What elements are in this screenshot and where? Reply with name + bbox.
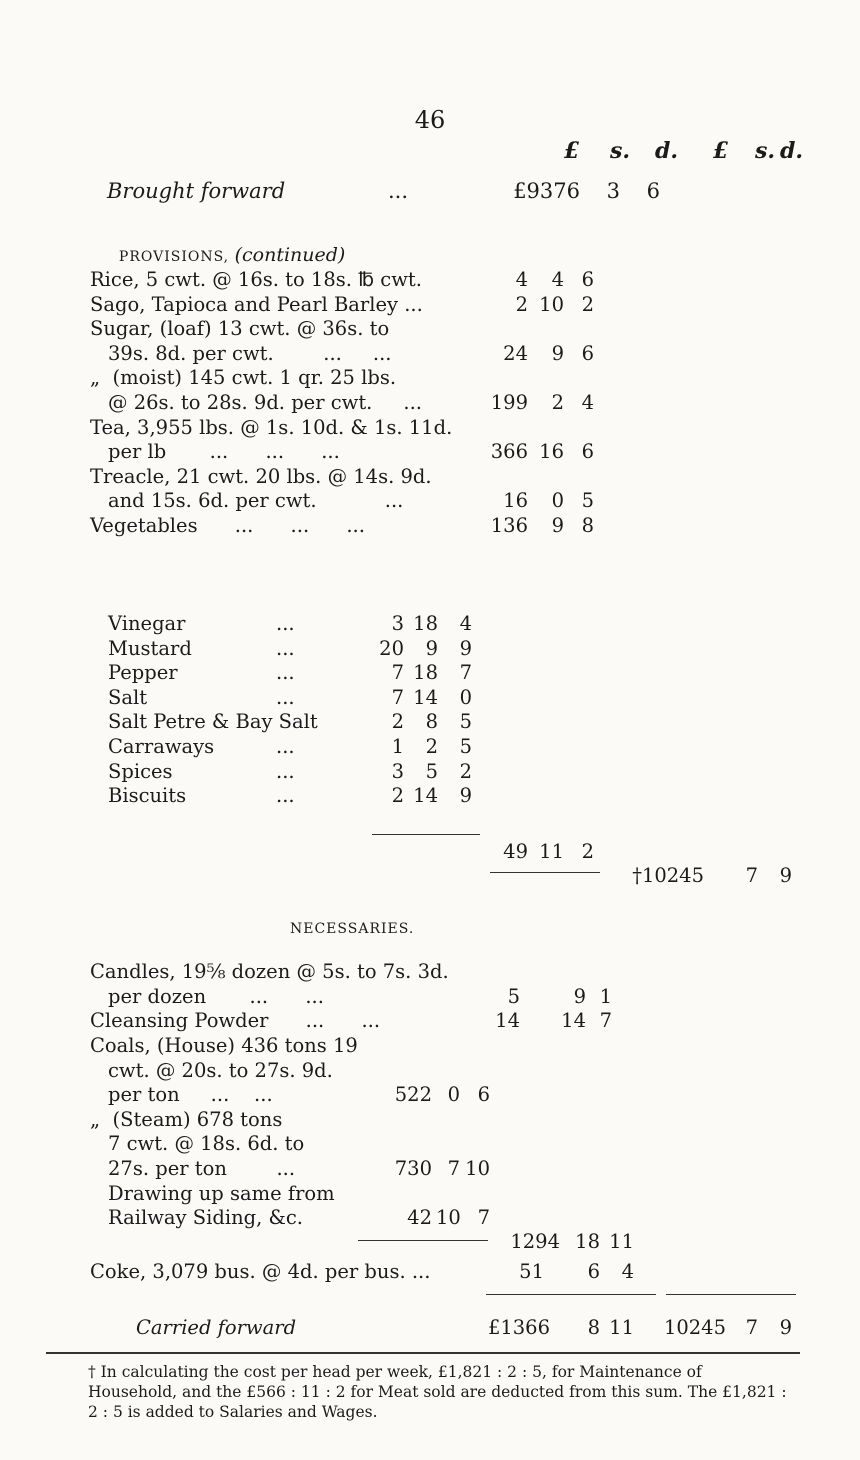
sub-item-pence: 4	[459, 612, 472, 635]
sub-item-pence: 5	[459, 735, 472, 758]
provision-row-pence: 2	[581, 292, 594, 316]
necessary-row-pounds: 5	[507, 984, 520, 1008]
sub-item-dots: ...	[276, 636, 295, 660]
coals-total-shillings: 18	[575, 1230, 600, 1253]
col1-pounds-header: £	[564, 138, 580, 164]
necessary-row-label: Cleansing Powder ... ...	[90, 1009, 381, 1033]
sub-item-dots: ...	[276, 685, 295, 709]
sub-item-pounds: 2	[391, 710, 404, 734]
sub-item-label: Biscuits	[108, 784, 187, 808]
provisions-subtotal-shillings: 11	[539, 840, 564, 863]
provisions-total-pounds: †10245	[632, 864, 704, 887]
provision-row-shillings: 0	[551, 489, 564, 513]
carried-forward-shillings-2: 7	[745, 1316, 758, 1339]
provision-row-shillings: 2	[551, 391, 564, 414]
provision-row-label: „ (moist) 145 cwt. 1 qr. 25 lbs.	[90, 366, 397, 390]
sub-item-label: Vinegar	[108, 612, 186, 635]
sub-item-shillings: 9	[425, 636, 438, 660]
sub-item-shillings: 2	[425, 735, 438, 758]
sub-item-dots: ...	[276, 661, 295, 685]
sub-item-label: Spices	[108, 759, 173, 783]
sub-item-shillings: 8	[425, 710, 438, 734]
provisions-heading: PROVISIONS, (continued)	[118, 244, 346, 266]
necessary-row-label: per dozen ... ...	[108, 984, 324, 1008]
carried-forward-label: Carried forward	[136, 1316, 297, 1339]
coal-row-label: Coals, (House) 436 tons 19	[90, 1034, 358, 1057]
carried-rule-1	[486, 1294, 656, 1295]
coal-row-label: 7 cwt. @ 18s. 6d. to	[108, 1132, 305, 1156]
provision-row-label: Sugar, (loaf) 13 cwt. @ 36s. to	[90, 317, 390, 341]
sub-item-dots: ...	[276, 612, 295, 635]
necessary-row-shillings: 14	[561, 1009, 586, 1033]
sub-item-pounds: 20	[379, 636, 404, 660]
provision-row-label: Tea, 3,955 lbs. @ 1s. 10d. & 1s. 11d.	[90, 415, 453, 439]
col1-pence-header: d.	[655, 138, 679, 164]
brought-forward-label: Brought forward	[107, 179, 286, 203]
sub-item-label: Mustard	[108, 636, 192, 660]
sub-item-shillings: 18	[413, 661, 438, 685]
coals-rule	[358, 1240, 488, 1241]
col1-shillings-header: s.	[610, 138, 631, 164]
provision-row-pounds: 16	[503, 489, 528, 513]
sub-item-label: Pepper	[108, 661, 178, 685]
sub-items-rule	[372, 834, 480, 835]
brought-forward-shillings: 3	[606, 179, 620, 203]
coals-total-pounds: 1294	[510, 1230, 560, 1253]
footnote-rule	[46, 1352, 800, 1354]
provision-row-label: @ 26s. to 28s. 9d. per cwt. ...	[108, 391, 422, 414]
provision-row-shillings: 10	[539, 292, 564, 316]
col2-shillings-header: s.	[755, 138, 776, 164]
provision-row-pence: 6	[581, 341, 594, 365]
provision-row-pence: 6	[581, 440, 594, 464]
provision-row-label: Treacle, 21 cwt. 20 lbs. @ 14s. 9d.	[90, 464, 432, 488]
coal-row-label: 27s. per ton ...	[108, 1157, 296, 1180]
provisions-subtotal-pence: 2	[581, 840, 594, 863]
coal-row-shillings: 0	[447, 1083, 460, 1107]
coke-label: Coke, 3,079 bus. @ 4d. per bus. ...	[90, 1260, 431, 1283]
provision-row-shillings: 9	[551, 514, 564, 537]
coal-row-label: Railway Siding, &c.	[108, 1206, 303, 1230]
page-number: 46	[414, 106, 446, 134]
coke-pence: 4	[621, 1260, 634, 1283]
footnote: † In calculating the cost per head per week, £1,821 : 2 : 5, for Maintenance of Household, and the £566 : 11 : 2 for Meat sold are deducted from this sum. The £1,821 : 2 : 5 is added to Salaries and Wages.	[88, 1363, 787, 1421]
provision-row-pounds: 136	[490, 514, 528, 537]
sub-item-label: Salt	[108, 685, 148, 709]
sub-item-pounds: 1	[391, 735, 404, 758]
provision-row-label: and 15s. 6d. per cwt. ...	[108, 489, 404, 513]
necessary-row-shillings: 9	[573, 984, 586, 1008]
brought-forward-dots: ...	[388, 179, 409, 203]
sub-item-pounds: 2	[391, 784, 404, 808]
brought-forward-pence: 6	[646, 179, 660, 203]
necessary-row-pounds: 14	[495, 1009, 520, 1033]
provision-row-pence: 6	[581, 268, 594, 291]
sub-item-pence: 9	[459, 636, 472, 660]
provision-row-label: Sago, Tapioca and Pearl Barley ...	[90, 292, 423, 316]
carried-rule-2	[666, 1294, 796, 1295]
necessary-row-pence: 1	[599, 984, 612, 1008]
sub-item-pence: 0	[459, 685, 472, 709]
provision-row-pounds: 2	[515, 292, 528, 316]
provisions-subtotal-pounds: 49	[503, 840, 528, 863]
coal-row-pounds: 522	[394, 1083, 432, 1107]
sub-item-pounds: 7	[391, 685, 404, 709]
sub-item-pence: 9	[459, 784, 472, 808]
provision-row-label: 39s. 8d. per cwt. ... ...	[108, 341, 392, 365]
coal-row-label: cwt. @ 20s. to 27s. 9d.	[108, 1058, 333, 1082]
provisions-total-shillings: 7	[745, 864, 758, 887]
sub-item-pence: 5	[459, 710, 472, 734]
sub-item-pounds: 3	[391, 612, 404, 635]
sub-item-dots: ...	[276, 735, 295, 758]
brought-forward-pounds: £9376	[513, 179, 580, 203]
sub-item-label: Salt Petre & Bay Salt	[108, 710, 318, 734]
provisions-total-pence: 9	[779, 864, 792, 887]
provision-row-pence: 8	[581, 514, 594, 537]
carried-forward-shillings: 8	[587, 1316, 600, 1339]
provision-row-pounds: 366	[490, 440, 528, 464]
provisions-rule	[490, 872, 600, 873]
coal-row-pence: 7	[477, 1206, 490, 1230]
coal-row-pounds: 42	[407, 1206, 432, 1230]
provision-row-label: Rice, 5 cwt. @ 16s. to 18s. ℔ cwt.	[90, 268, 422, 291]
sub-item-pence: 7	[459, 661, 472, 685]
necessary-row-label: Candles, 19⅝ dozen @ 5s. to 7s. 3d.	[90, 960, 449, 983]
provision-row-label: per lb ... ... ...	[108, 440, 340, 464]
provision-row-shillings: 16	[539, 440, 564, 464]
sub-item-shillings: 14	[413, 685, 438, 709]
col2-pence-header: d.	[780, 138, 804, 164]
coal-row-shillings: 7	[447, 1157, 460, 1180]
sub-item-label: Carraways	[108, 735, 215, 758]
sub-item-pence: 2	[459, 759, 472, 783]
carried-forward-pounds: £1366	[487, 1316, 550, 1339]
coke-pounds: 51	[519, 1260, 544, 1283]
carried-forward-pounds-2: 10245	[663, 1316, 726, 1339]
provision-row-label: Vegetables ... ... ...	[90, 514, 365, 537]
sub-item-dots: ...	[276, 784, 295, 808]
coals-total-pence: 11	[609, 1230, 634, 1253]
coal-row-label: „ (Steam) 678 tons	[90, 1107, 283, 1131]
coal-row-pounds: 730	[394, 1157, 432, 1180]
col2-pounds-header: £	[713, 138, 729, 164]
coal-row-pence: 6	[477, 1083, 490, 1107]
sub-item-shillings: 5	[425, 759, 438, 783]
sub-item-pounds: 7	[391, 661, 404, 685]
sub-item-dots: ...	[276, 759, 295, 783]
necessary-row-pence: 7	[599, 1009, 612, 1033]
provision-row-pounds: 4	[515, 268, 528, 291]
carried-forward-pence: 11	[609, 1316, 634, 1339]
carried-forward-pence-2: 9	[779, 1316, 792, 1339]
coal-row-label: Drawing up same from	[108, 1181, 335, 1205]
sub-item-pounds: 3	[391, 759, 404, 783]
provision-row-shillings: 4	[551, 268, 564, 291]
provision-row-shillings: 9	[551, 341, 564, 365]
coke-shillings: 6	[587, 1260, 600, 1283]
sub-item-shillings: 18	[413, 612, 438, 635]
provision-row-pence: 4	[581, 391, 594, 414]
provision-row-pounds: 199	[490, 391, 528, 414]
sub-item-shillings: 14	[413, 784, 438, 808]
provision-row-pounds: 24	[503, 341, 528, 365]
provision-row-pence: 5	[581, 489, 594, 513]
coal-row-label: per ton ... ...	[108, 1083, 273, 1107]
coal-row-pence: 10	[465, 1157, 490, 1180]
necessaries-heading: NECESSARIES.	[290, 921, 415, 937]
coal-row-shillings: 10	[436, 1206, 461, 1230]
